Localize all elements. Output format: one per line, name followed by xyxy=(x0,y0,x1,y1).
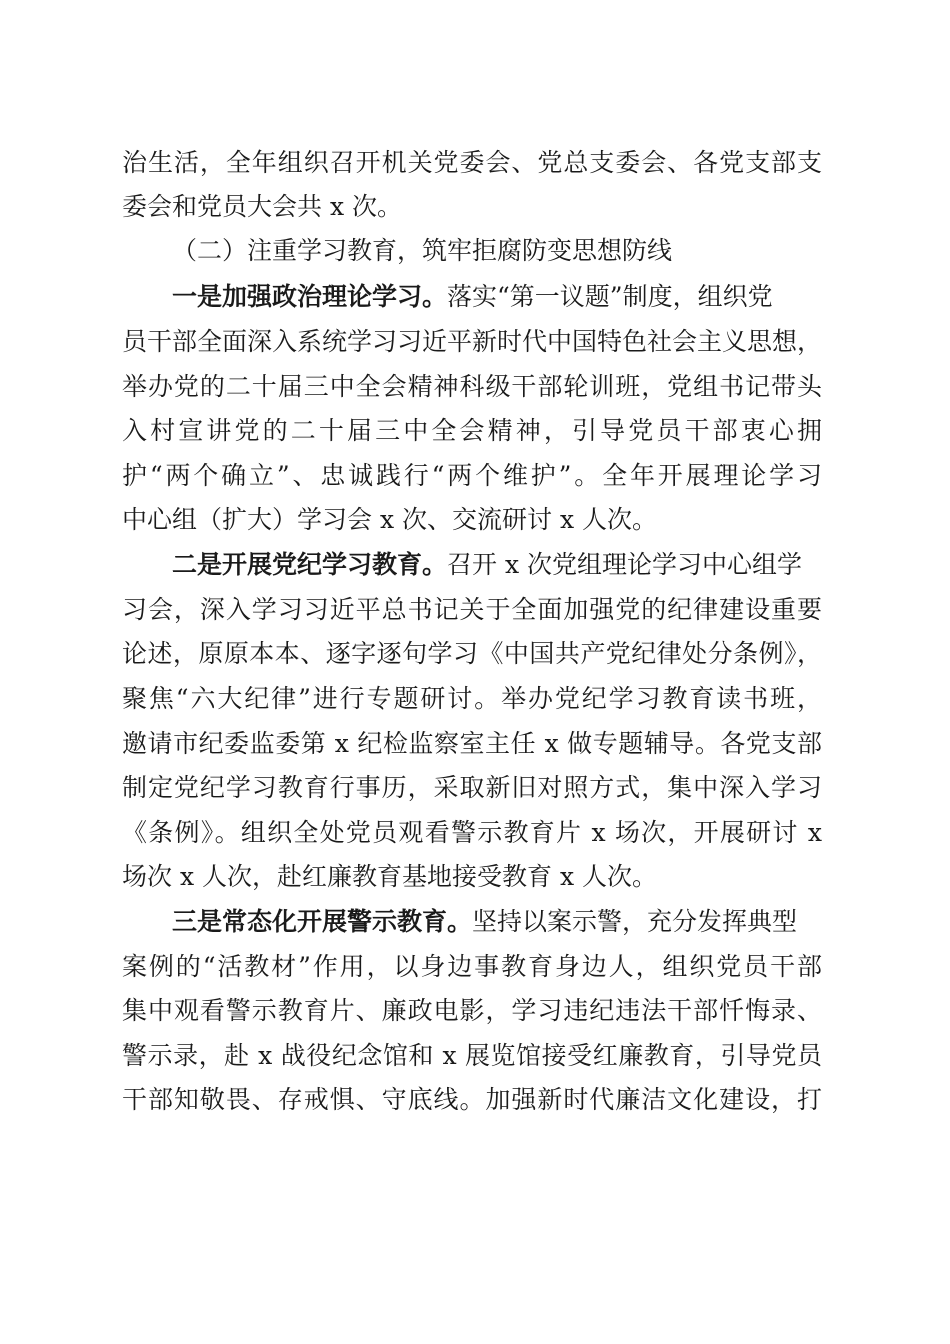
text-line: 聚焦“六大纪律”进行专题研讨。举办党纪学习教育读书班， xyxy=(122,684,822,713)
paragraph-line xyxy=(172,277,822,317)
paragraph-lead: 二是开展党纪学习教育。 xyxy=(172,550,448,579)
text-line: 入村宣讲党的二十届三中全会精神，引导党员干部衷心拥 xyxy=(122,416,822,445)
text-line: 举办党的二十届三中全会精神科级干部轮训班，党组书记带头 xyxy=(122,372,822,401)
text-line: 员干部全面深入系统学习习近平新时代中国特色社会主义思想， xyxy=(122,327,823,356)
paragraph-text: 召开 x 次党组理论学习中心组学 xyxy=(447,550,803,579)
paragraph-line xyxy=(172,545,822,585)
paragraph-lead: 一是加强政治理论学习。 xyxy=(172,282,448,311)
text-line: 邀请市纪委监委第 x 纪检监察室主任 x 做专题辅导。各党支部 xyxy=(122,729,822,758)
text-line: 委会和党员大会共 x 次。 xyxy=(122,192,402,221)
text-line: 干部知敬畏、存戒惧、守底线。加强新时代廉洁文化建设，打 xyxy=(122,1085,822,1114)
text-line: 警示录，赴 x 战役纪念馆和 x 展览馆接受红廉教育，引导党员 xyxy=(122,1041,822,1070)
paragraph-line xyxy=(172,902,822,942)
text-line: 护“两个确立”、忠诚践行“两个维护”。全年开展理论学习 xyxy=(122,461,822,490)
text-line: 场次 x 人次，赴红廉教育基地接受教育 x 人次。 xyxy=(122,862,657,891)
paragraph-text: 坚持以案示警，充分发挥典型 xyxy=(472,907,798,936)
paragraph-text: 落实“第一议题”制度，组织党 xyxy=(447,282,773,311)
text-line: 案例的“活教材”作用，以身边事教育身边人，组织党员干部 xyxy=(122,952,822,981)
text-line: 习会，深入学习习近平总书记关于全面加强党的纪律建设重要 xyxy=(122,595,822,624)
paragraph-lead: 三是常态化开展警示教育。 xyxy=(172,907,473,936)
text-line: 治生活，全年组织召开机关党委会、党总支委会、各党支部支 xyxy=(122,148,822,177)
text-line: 中心组（扩大）学习会 x 次、交流研讨 x 人次。 xyxy=(122,505,657,534)
text-line: 制定党纪学习教育行事历，采取新旧对照方式，集中深入学习 xyxy=(122,773,822,802)
section-heading: （二）注重学习教育，筑牢拒腐防变思想防线 xyxy=(172,236,673,265)
text-line: 集中观看警示教育片、廉政电影，学习违纪违法干部忏悔录、 xyxy=(122,996,822,1025)
text-line: 《条例》。组织全处党员观看警示教育片 x 场次，开展研讨 x xyxy=(122,818,822,847)
text-line: 论述，原原本本、逐字逐句学习《中国共产党纪律处分条例》， xyxy=(122,639,822,668)
